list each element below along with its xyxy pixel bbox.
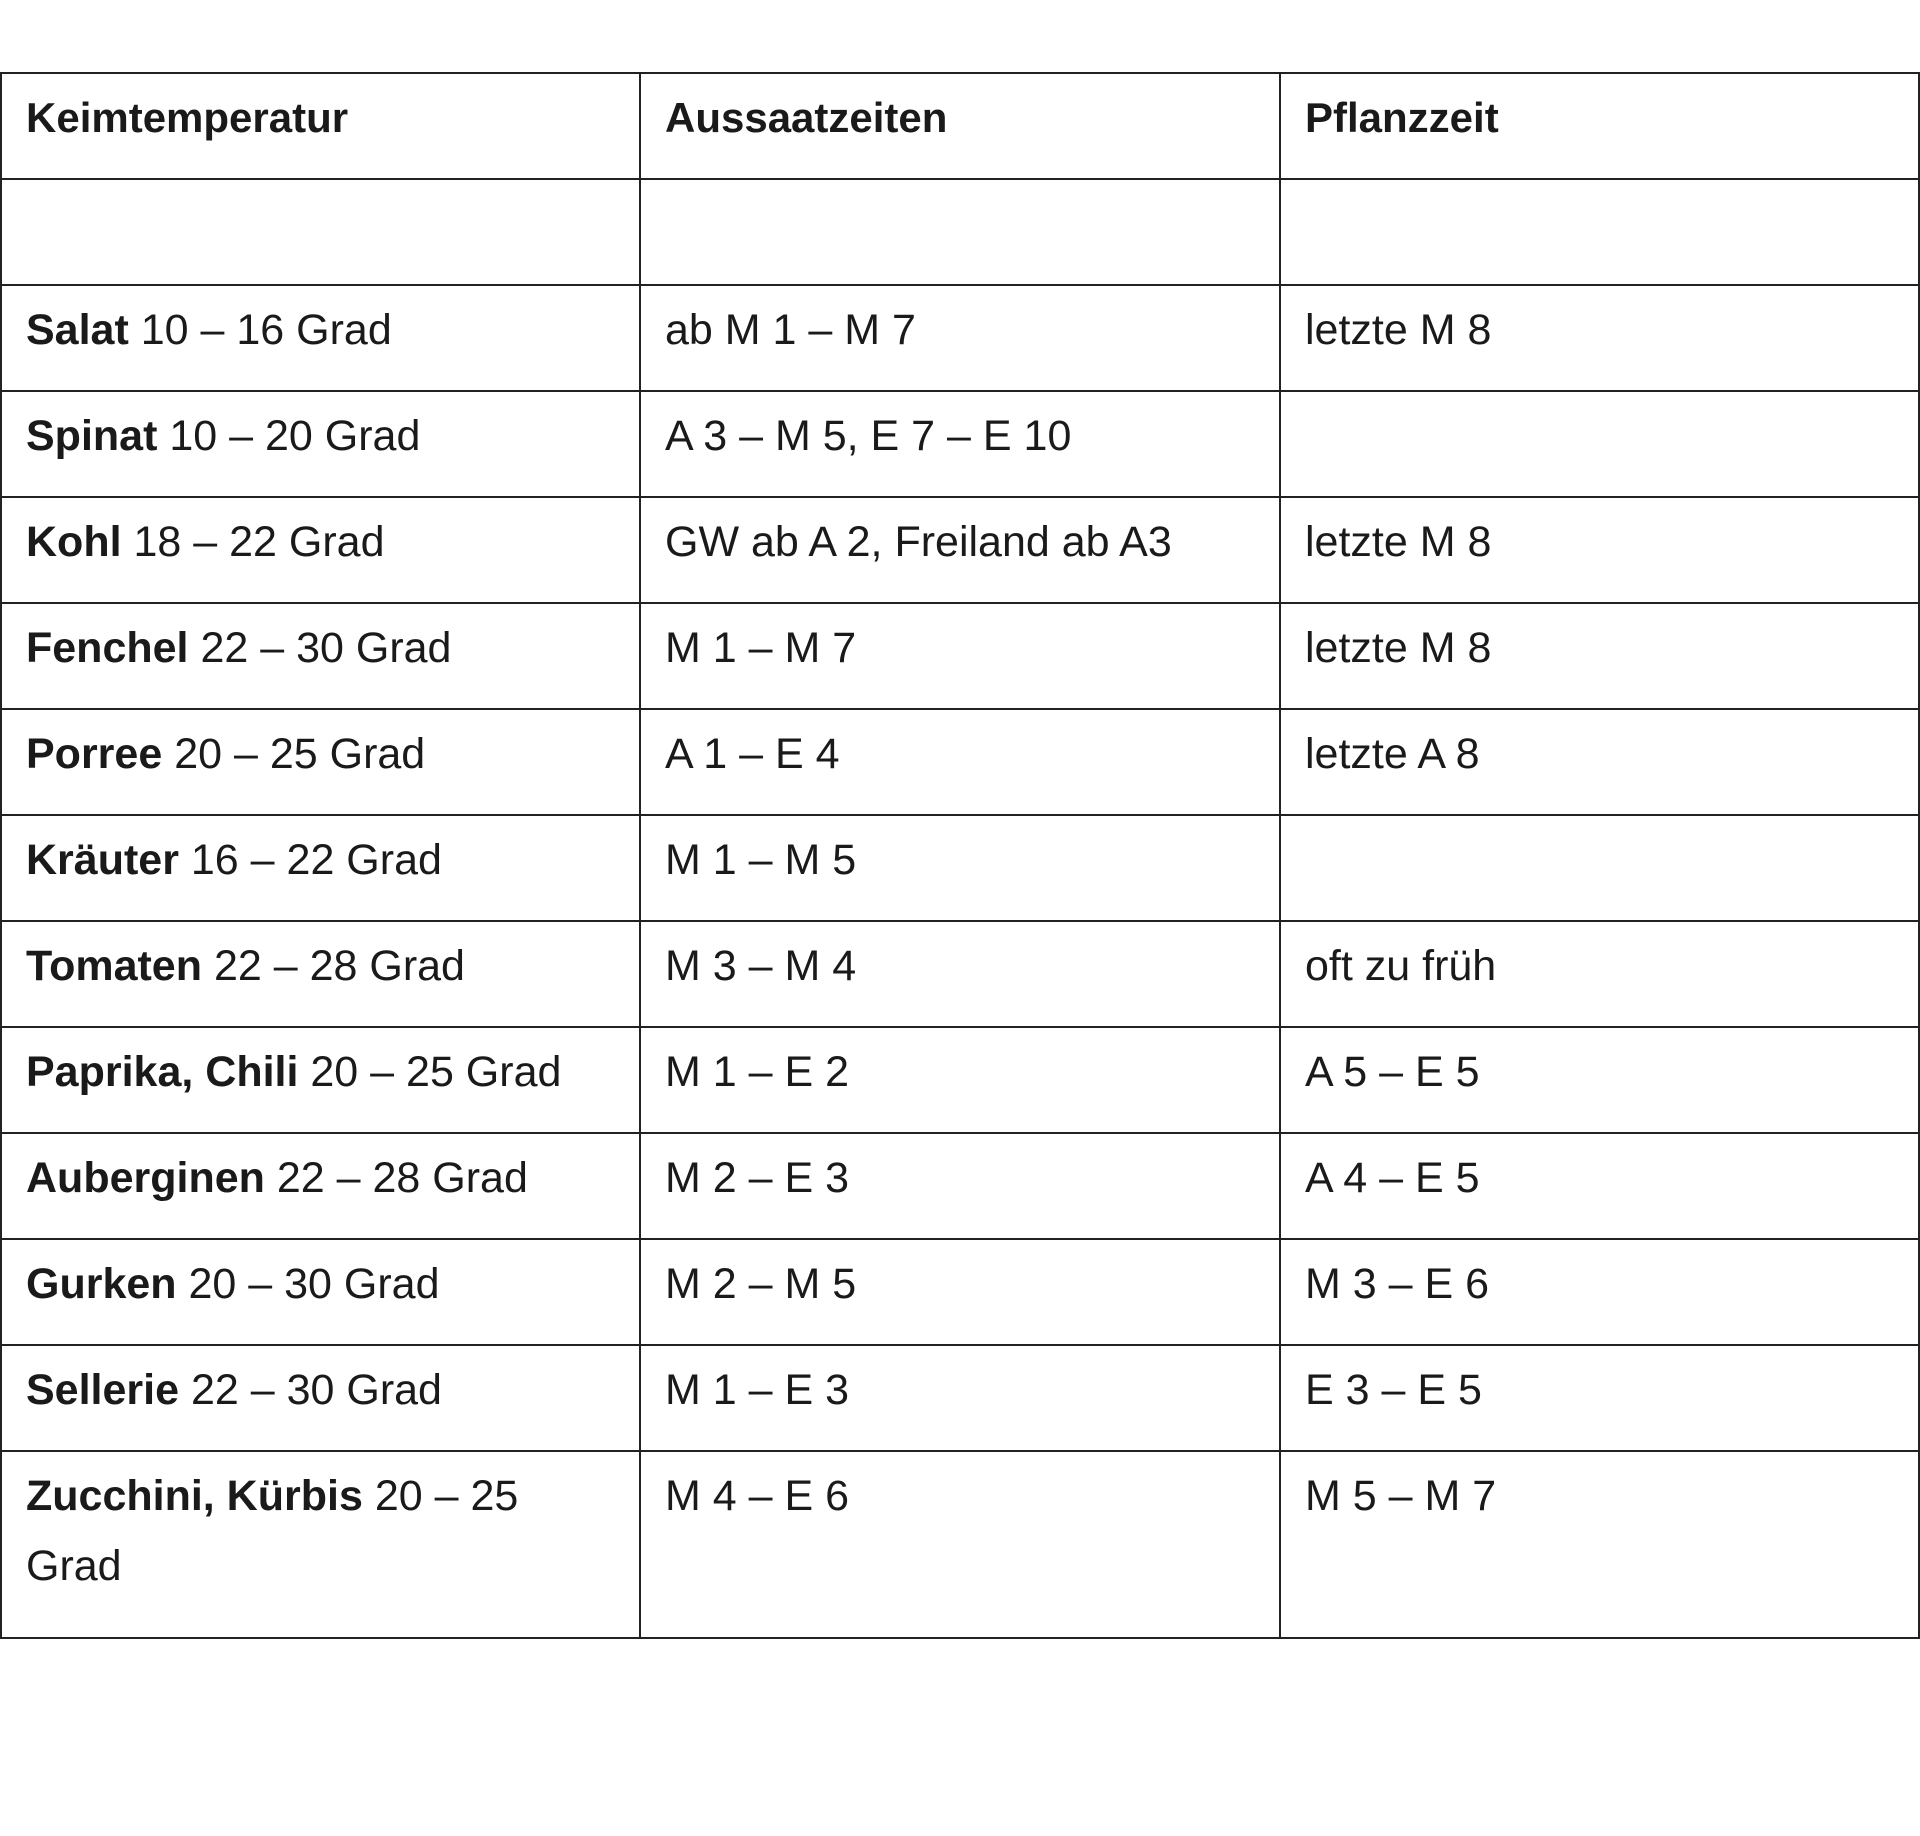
temperature-range: 22 – 30 Grad: [200, 624, 452, 672]
plant-name: Kräuter: [26, 836, 179, 884]
plant-name: Gurken: [26, 1260, 177, 1308]
header-sowing-times: Aussaatzeiten: [640, 73, 1280, 179]
table-row: [1, 709, 1919, 815]
temperature-range: 18 – 22 Grad: [133, 518, 385, 566]
table-row: [1, 1239, 1919, 1345]
table-row: [1, 603, 1919, 709]
cell-sowing: A 3 – M 5, E 7 – E 10: [640, 391, 1280, 497]
temperature-range: 22 – 28 Grad: [276, 1154, 528, 1202]
temperature-range: 10 – 16 Grad: [140, 306, 392, 354]
plant-name: Fenchel: [26, 624, 189, 672]
cell-planting: letzte M 8: [1280, 603, 1919, 709]
cell-planting: [1280, 815, 1919, 921]
planting-table: [0, 72, 1920, 1639]
cell-temperature: [1, 1027, 640, 1133]
table-row: [1, 1451, 1919, 1638]
table-row-empty: [1, 179, 1919, 285]
table-row: [1, 285, 1919, 391]
plant-name: Tomaten: [26, 942, 202, 990]
header-germination-temperature: Keimtemperatur: [1, 73, 640, 179]
table-row: [1, 921, 1919, 1027]
table-row: [1, 1027, 1919, 1133]
plant-name: Zucchini, Kürbis: [26, 1472, 363, 1520]
plant-name: Spinat: [26, 412, 158, 460]
cell-planting: letzte A 8: [1280, 709, 1919, 815]
cell-planting: oft zu früh: [1280, 921, 1919, 1027]
cell-planting: [1280, 179, 1919, 285]
cell-temperature: [1, 391, 640, 497]
cell-temperature: [1, 179, 640, 285]
cell-planting: letzte M 8: [1280, 285, 1919, 391]
cell-temperature: [1, 921, 640, 1027]
plant-name: Paprika, Chili: [26, 1048, 299, 1096]
cell-sowing: M 1 – M 7: [640, 603, 1280, 709]
document-page: [0, 72, 1918, 1639]
table-row: [1, 497, 1919, 603]
cell-temperature: [1, 1451, 640, 1638]
temperature-range: 20 – 25 Grad: [310, 1048, 562, 1096]
cell-planting: [1280, 391, 1919, 497]
table-row: [1, 391, 1919, 497]
cell-sowing: M 1 – E 3: [640, 1345, 1280, 1451]
plant-name: Salat: [26, 306, 129, 354]
table-row: [1, 1133, 1919, 1239]
cell-sowing: M 2 – E 3: [640, 1133, 1280, 1239]
temperature-range: 16 – 22 Grad: [190, 836, 442, 884]
plant-name: Porree: [26, 730, 163, 778]
cell-temperature: [1, 709, 640, 815]
cell-sowing: M 1 – M 5: [640, 815, 1280, 921]
plant-name: Sellerie: [26, 1366, 179, 1414]
cell-temperature: [1, 1345, 640, 1451]
temperature-range: 20 – 25 Grad: [174, 730, 426, 778]
cell-planting: M 3 – E 6: [1280, 1239, 1919, 1345]
cell-temperature: [1, 1239, 640, 1345]
cell-temperature: [1, 815, 640, 921]
temperature-range: 22 – 30 Grad: [190, 1366, 442, 1414]
temperature-range: 20 – 25 Grad: [26, 1472, 519, 1590]
cell-planting: E 3 – E 5: [1280, 1345, 1919, 1451]
cell-sowing: A 1 – E 4: [640, 709, 1280, 815]
cell-sowing: M 4 – E 6: [640, 1451, 1280, 1638]
temperature-range: 20 – 30 Grad: [188, 1260, 440, 1308]
temperature-range: 22 – 28 Grad: [213, 942, 465, 990]
cell-sowing: GW ab A 2, Freiland ab A3: [640, 497, 1280, 603]
plant-name: Kohl: [26, 518, 122, 566]
cell-planting: A 5 – E 5: [1280, 1027, 1919, 1133]
cell-temperature: [1, 1133, 640, 1239]
cell-planting: A 4 – E 5: [1280, 1133, 1919, 1239]
cell-temperature: [1, 285, 640, 391]
temperature-range: 10 – 20 Grad: [169, 412, 421, 460]
cell-sowing: M 1 – E 2: [640, 1027, 1280, 1133]
table-row: [1, 815, 1919, 921]
header-row: [1, 73, 1919, 179]
cell-sowing: [640, 179, 1280, 285]
cell-sowing: M 2 – M 5: [640, 1239, 1280, 1345]
table-row: [1, 1345, 1919, 1451]
cell-planting: letzte M 8: [1280, 497, 1919, 603]
cell-temperature: [1, 497, 640, 603]
header-planting-time: Pflanzzeit: [1280, 73, 1919, 179]
cell-sowing: ab M 1 – M 7: [640, 285, 1280, 391]
cell-sowing: M 3 – M 4: [640, 921, 1280, 1027]
cell-planting: M 5 – M 7: [1280, 1451, 1919, 1638]
plant-name: Auberginen: [26, 1154, 265, 1202]
cell-temperature: [1, 603, 640, 709]
